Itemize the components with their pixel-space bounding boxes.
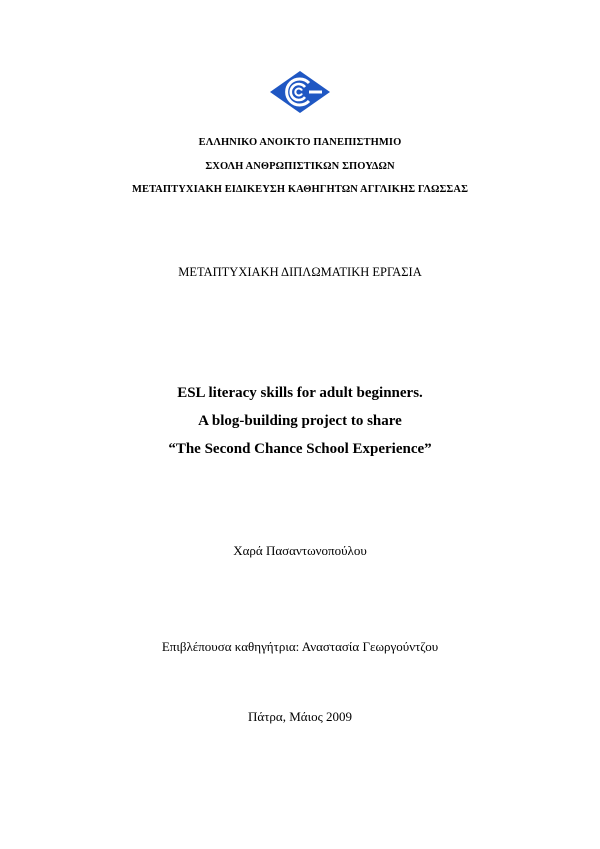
title-line-3: “The Second Chance School Experience” [168, 441, 432, 457]
university-logo-icon [269, 70, 331, 114]
university-name: ΕΛΛΗΝΙΚΟ ΑΝΟΙΚΤΟ ΠΑΝΕΠΙΣΤΗΜΙΟ [198, 137, 402, 148]
program-name: ΜΕΤΑΠΤΥΧΙΑΚΗ ΕΙΔΙΚΕΥΣΗ ΚΑΘΗΓΗΤΩΝ ΑΓΓΛΙΚΗΣ ΓΛΩΣΣΑΣ [131, 184, 469, 195]
author-name: Χαρά Πασαντωνοπούλου [233, 543, 367, 558]
supervisor: Επιβλέπουσα καθηγήτρια: Αναστασία Γεωργούντζου [161, 639, 439, 654]
school-name: ΣΧΟΛΗ ΑΝΘΡΩΠΙΣΤΙΚΩΝ ΣΠΟΥΔΩΝ [205, 161, 395, 172]
title-line-1: ESL literacy skills for adult beginners. [177, 385, 423, 401]
title-line-2: A blog-building project to share [198, 413, 402, 429]
place-date: Πάτρα, Μάιος 2009 [248, 709, 352, 724]
thesis-type: ΜΕΤΑΠΤΥΧΙΑΚΗ ΔΙΠΛΩΜΑΤΙΚΗ ΕΡΓΑΣΙΑ [178, 265, 422, 279]
